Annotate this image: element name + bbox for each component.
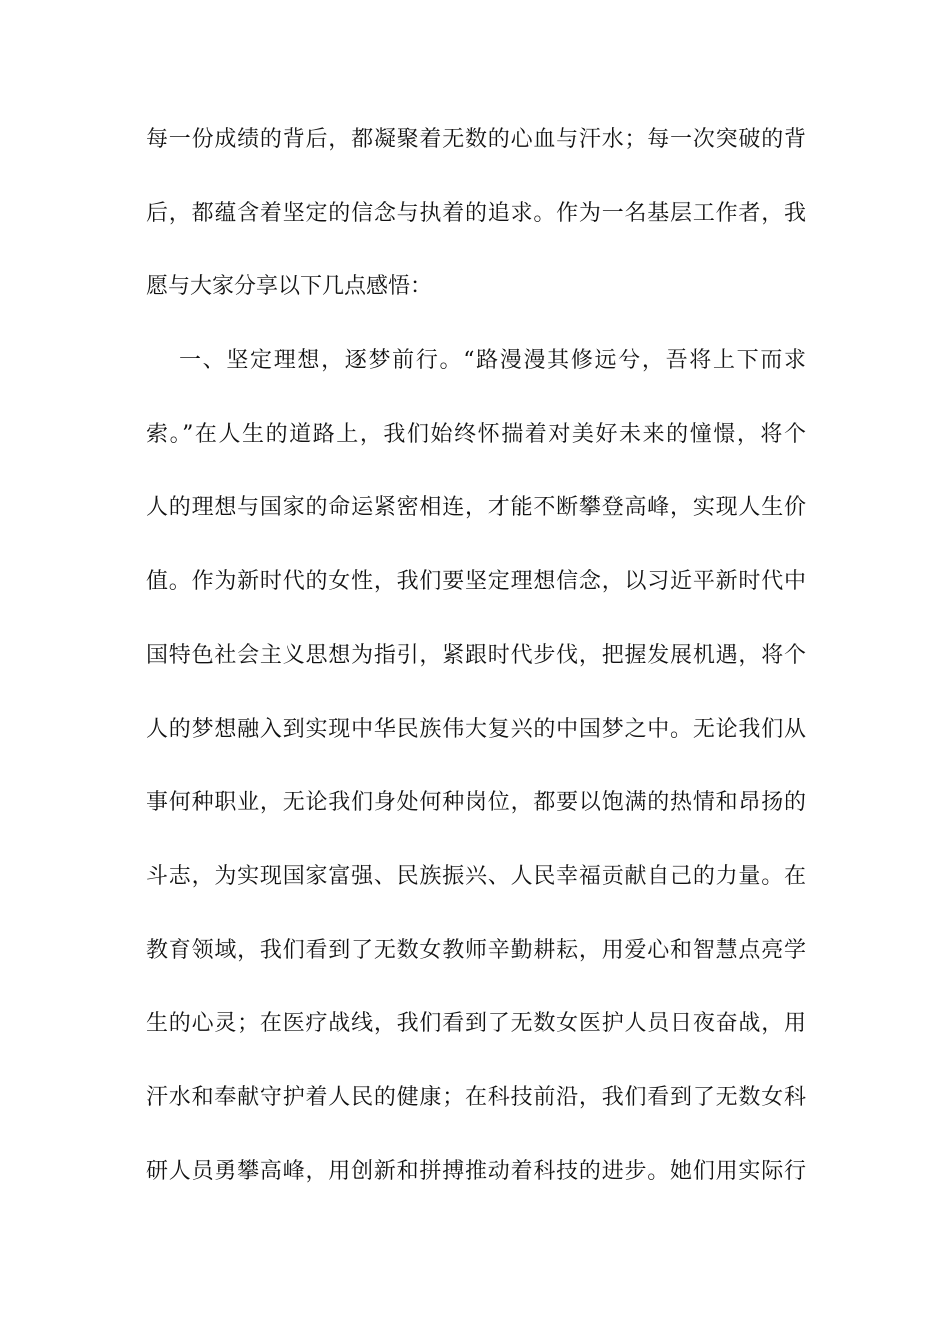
text-line: 每一份成绩的背后，都凝聚着无数的心血与汗水；每一次突破的背 xyxy=(146,127,806,152)
text-line: 汗水和奉献守护着人民的健康；在科技前沿，我们看到了无数女科 xyxy=(146,1084,806,1110)
text-line: 人的理想与国家的命运紧密相连，才能不断攀登高峰，实现人生价 xyxy=(146,495,806,521)
body-text xyxy=(146,118,806,1223)
paragraph-end-line: 愿与大家分享以下几点感悟： xyxy=(146,274,433,300)
text-line: 值。作为新时代的女性，我们要坚定理想信念，以习近平新时代中 xyxy=(146,569,806,595)
text-line: 人的梦想融入到实现中华民族伟大复兴的中国梦之中。无论我们从 xyxy=(146,716,806,742)
text-line: 教育领域，我们看到了无数女教师辛勤耕耘，用爱心和智慧点亮学 xyxy=(146,937,806,963)
text-line: 索。”在人生的道路上，我们始终怀揣着对美好未来的憧憬，将个 xyxy=(146,421,806,447)
text-line: 国特色社会主义思想为指引，紧跟时代步伐，把握发展机遇，将个 xyxy=(146,642,806,668)
text-line: 后，都蕴含着坚定的信念与执着的追求。作为一名基层工作者，我 xyxy=(146,200,806,226)
text-line: 斗志，为实现国家富强、民族振兴、人民幸福贡献自己的力量。在 xyxy=(146,863,806,889)
section-heading-line: 一、坚定理想，逐梦前行。“路漫漫其修远兮，吾将上下而求 xyxy=(179,348,806,374)
text-line: 事何种职业，无论我们身处何种岗位，都要以饱满的热情和昂扬的 xyxy=(146,790,806,816)
text-line: 生的心灵；在医疗战线，我们看到了无数女医护人员日夜奋战，用 xyxy=(146,1011,806,1037)
text-line: 研人员勇攀高峰，用创新和拼搏推动着科技的进步。她们用实际行 xyxy=(146,1158,806,1184)
